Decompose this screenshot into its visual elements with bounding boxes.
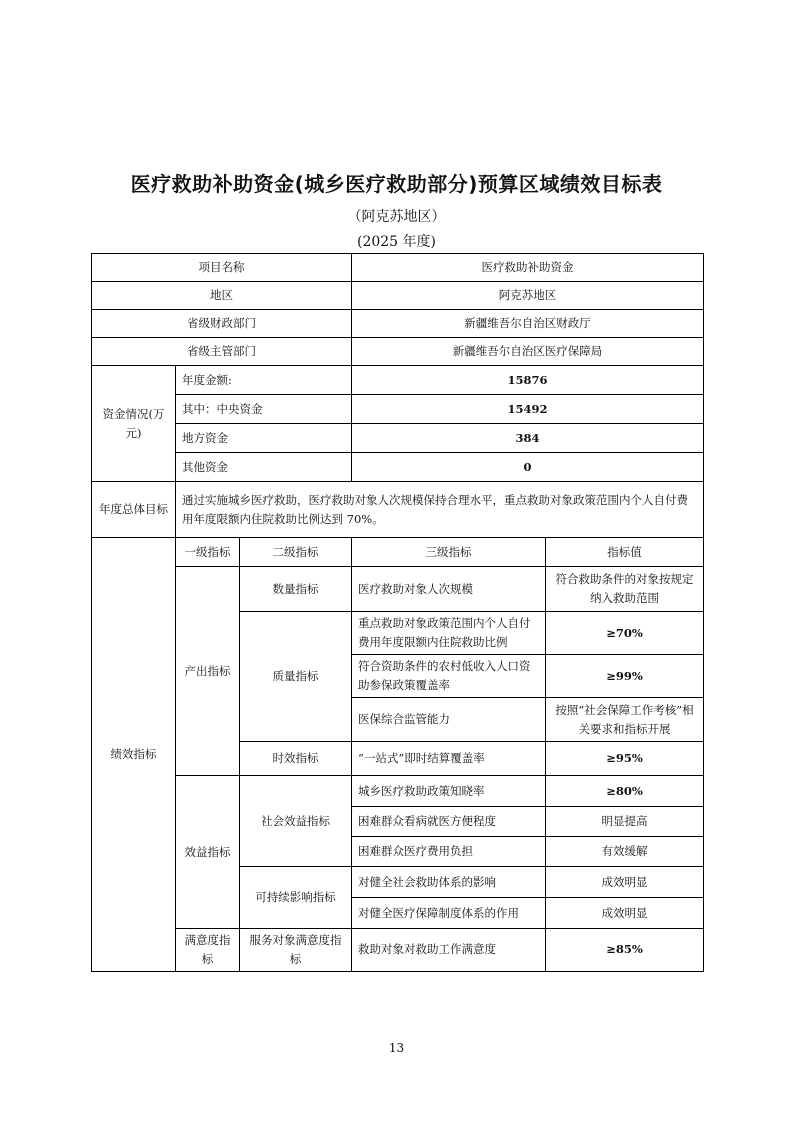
funds-row xyxy=(92,395,704,424)
info-row xyxy=(92,282,704,310)
info-label: 项目名称 xyxy=(92,254,352,282)
header-level3: 三级指标 xyxy=(352,538,546,567)
indicator-row xyxy=(92,567,704,612)
performance-label: 绩效指标 xyxy=(92,538,176,972)
indicator-value: ≥85% xyxy=(546,929,704,972)
indicator-value: ≥70% xyxy=(546,612,704,655)
funds-item-label: 年度金额: xyxy=(176,366,352,395)
indicator-value: 有效缓解 xyxy=(546,837,704,867)
indicator-name: 符合资助条件的农村低收入人口资助参保政策覆盖率 xyxy=(352,655,546,698)
indicator-name: 重点救助对象政策范围内个人自付费用年度限额内住院救助比例 xyxy=(352,612,546,655)
info-value: 阿克苏地区 xyxy=(352,282,704,310)
indicator-value: 成效明显 xyxy=(546,867,704,898)
info-label: 省级主管部门 xyxy=(92,338,352,366)
indicator-name: 城乡医疗救助政策知晓率 xyxy=(352,776,546,807)
indicator-name: 医保综合监管能力 xyxy=(352,698,546,742)
indicator-value: ≥99% xyxy=(546,655,704,698)
indicator-value: 按照“社会保障工作考核”相关要求和指标开展 xyxy=(546,698,704,742)
info-label: 地区 xyxy=(92,282,352,310)
indicator-name: 对健全社会救助体系的影响 xyxy=(352,867,546,898)
service-satisfaction-label: 服务对象满意度指标 xyxy=(240,929,352,972)
quantity-indicator-label: 数量指标 xyxy=(240,567,352,612)
timeliness-indicator-label: 时效指标 xyxy=(240,742,352,776)
info-value: 新疆维吾尔自治区医疗保障局 xyxy=(352,338,704,366)
indicator-name: 医疗救助对象人次规模 xyxy=(352,567,546,612)
funds-item-value: 0 xyxy=(352,453,704,482)
info-row xyxy=(92,338,704,366)
funds-item-value: 384 xyxy=(352,424,704,453)
region-subtitle: （阿克苏地区） xyxy=(347,209,446,225)
indicator-name: 困难群众医疗费用负担 xyxy=(352,837,546,867)
indicator-name: 救助对象对救助工作满意度 xyxy=(352,929,546,972)
indicator-name: “一站式”即时结算覆盖率 xyxy=(352,742,546,776)
budget-year: (2025 年度) xyxy=(356,234,436,250)
indicator-row xyxy=(92,776,704,807)
info-value: 医疗救助补助资金 xyxy=(352,254,704,282)
indicator-value: ≥95% xyxy=(546,742,704,776)
indicator-value: ≥80% xyxy=(546,776,704,807)
info-row xyxy=(92,254,704,282)
funds-item-value: 15876 xyxy=(352,366,704,395)
funds-item-label: 其他资金 xyxy=(176,453,352,482)
indicator-value: 明显提高 xyxy=(546,807,704,837)
indicator-name: 对健全医疗保障制度体系的作用 xyxy=(352,898,546,929)
annual-goal-row xyxy=(92,482,704,538)
indicator-value: 成效明显 xyxy=(546,898,704,929)
funds-row xyxy=(92,366,704,395)
header-level1: 一级指标 xyxy=(176,538,240,567)
annual-goal-label: 年度总体目标 xyxy=(92,482,176,538)
funds-row xyxy=(92,453,704,482)
header-level2: 二级指标 xyxy=(240,538,352,567)
funds-row xyxy=(92,424,704,453)
sustainable-impact-label: 可持续影响指标 xyxy=(240,867,352,929)
indicator-value: 符合救助条件的对象按规定纳入救助范围 xyxy=(546,567,704,612)
benefit-indicator-label: 效益指标 xyxy=(176,776,240,929)
funds-item-label: 其中：中央资金 xyxy=(176,395,352,424)
indicator-name: 困难群众看病就医方便程度 xyxy=(352,807,546,837)
header-value: 指标值 xyxy=(546,538,704,567)
funds-item-value: 15492 xyxy=(352,395,704,424)
satisfaction-indicator-label: 满意度指标 xyxy=(176,929,240,972)
info-row xyxy=(92,310,704,338)
funds-label: 资金情况(万元) xyxy=(92,366,176,482)
funds-item-label: 地方资金 xyxy=(176,424,352,453)
social-benefit-label: 社会效益指标 xyxy=(240,776,352,867)
info-label: 省级财政部门 xyxy=(92,310,352,338)
info-value: 新疆维吾尔自治区财政厅 xyxy=(352,310,704,338)
document-title: 医疗救助补助资金(城乡医疗救助部分)预算区域绩效目标表 xyxy=(130,172,663,196)
quality-indicator-label: 质量指标 xyxy=(240,612,352,742)
annual-goal-text: 通过实施城乡医疗救助，医疗救助对象人次规模保持合理水平，重点救助对象政策范围内个人自付费用年度限额内住院救助比例达到 70%。 xyxy=(176,482,704,538)
performance-header-row xyxy=(92,538,704,567)
performance-target-table xyxy=(91,253,704,972)
indicator-row xyxy=(92,929,704,972)
page-number: 13 xyxy=(388,1041,405,1055)
output-indicator-label: 产出指标 xyxy=(176,567,240,776)
